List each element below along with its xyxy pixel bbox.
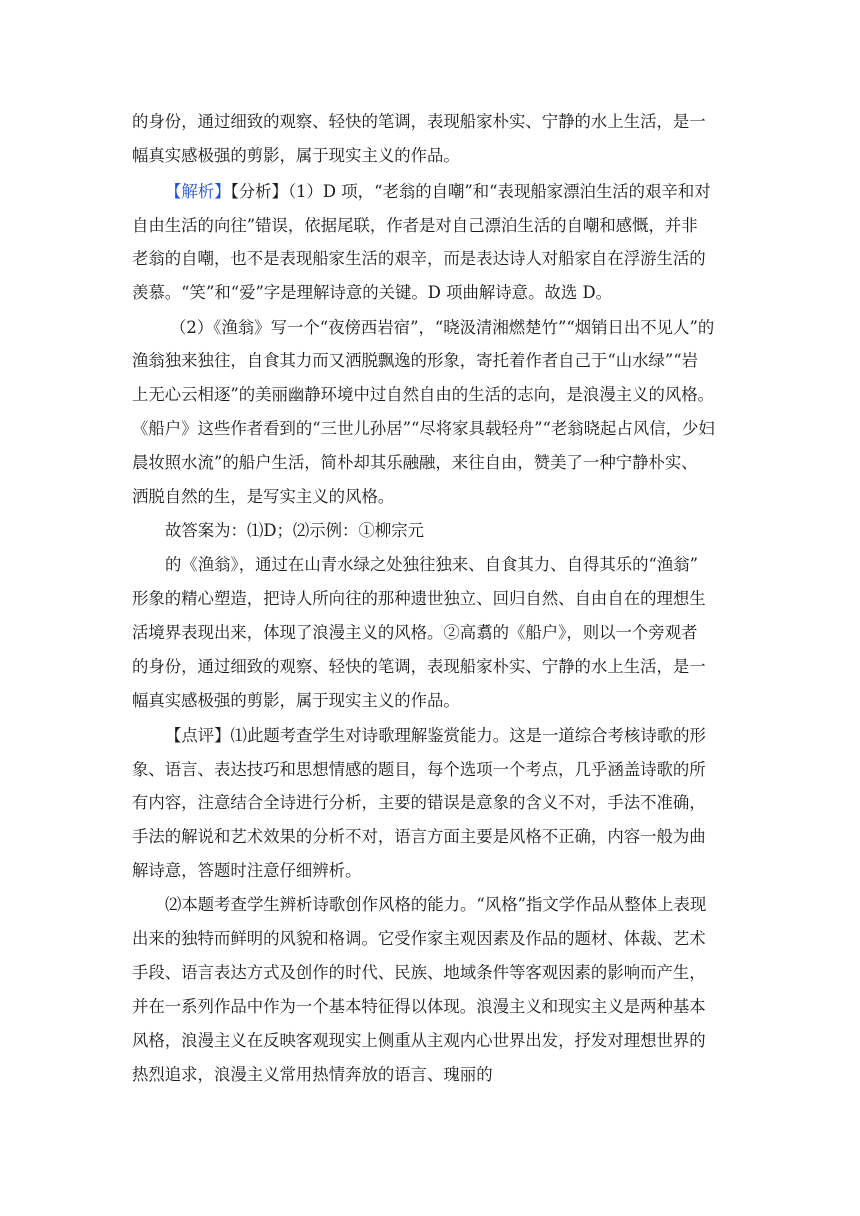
text-line: 洒脱自然的生，是写实主义的风格。 [132, 487, 395, 506]
text-line: 幅真实感极强的剪影，属于现实主义的作品。 [132, 691, 460, 710]
text-line: 上无心云相逐”的美丽幽静环境中过自然自由的生活的志向，是浪漫主义的风格。 [132, 385, 715, 404]
text-line: 自由生活的向往”错误，依据尾联，作者是对自己漂泊生活的自嘲和感慨，并非 [132, 216, 698, 235]
text-line: 的《渔翁》，通过在山青水绿之处独往独来、自食其力、自得其乐的“渔翁” [165, 555, 699, 574]
text-line: （2）《渔翁》写一个“夜傍西岩宿”，“晓汲清湘燃楚竹”“烟销日出不见人”的 [170, 318, 715, 337]
text-line: 幅真实感极强的剪影，属于现实主义的作品。 [132, 146, 460, 165]
text-line: 解诗意，答题时注意仔细辨析。 [132, 861, 362, 880]
text-line: 渔翁独来独往，自食其力而又洒脱飘逸的形象，寄托着作者自己于“山水绿”“岩 [132, 351, 699, 370]
text-line: 的身份，通过细致的观察、轻快的笔调，表现船家朴实、宁静的水上生活，是一 [132, 112, 706, 131]
text-line: ⑵本题考查学生辨析诗歌创作风格的能力。“风格”指文学作品从整体上表现 [165, 895, 707, 914]
text-line: 形象的精心塑造，把诗人所向往的那种遗世独立、回归自然、自由自在的理想生 [132, 589, 706, 608]
text-line: 老翁的自嘲，也不是表现船家生活的艰辛，而是表达诗人对船家自在浮游生活的 [132, 249, 706, 268]
comment-line: 【点评】⑴此题考查学生对诗歌理解鉴赏能力。这是一道综合考核诗歌的形 [165, 726, 706, 745]
text-line: 象、语言、表达技巧和思想情感的题目，每个选项一个考点，几乎涵盖诗歌的所 [132, 760, 706, 779]
text-line: 羡慕。“笑”和“爱”字是理解诗意的关键。D 项曲解诗意。故选 D。 [132, 283, 612, 302]
text-line: 手段、语言表达方式及创作的时代、民族、地域条件等客观因素的影响而产生， [132, 963, 706, 982]
jiexi-label: 【解析】 [165, 182, 231, 201]
text-line: 手法的解说和艺术效果的分析不对，语言方面主要是风格不正确，内容一般为曲 [132, 827, 706, 846]
text-line: 的身份，通过细致的观察、轻快的笔调，表现船家朴实、宁静的水上生活，是一 [132, 657, 706, 676]
analysis-line: 【解析】【分析】（1）D 项，“老翁的自嘲”和“表现船家漂泊生活的艰辛和对 [165, 182, 711, 201]
text-line: 热烈追求，浪漫主义常用热情奔放的语言、瑰丽的 [132, 1065, 493, 1084]
text-line: 出来的独特而鲜明的风貌和格调。它受作家主观因素及作品的题材、体裁、艺术 [132, 929, 706, 948]
text-line: 《船户》这些作者看到的“三世儿孙居”“尽将家具载轻舟”“老翁晓起占风信，少妇 [132, 419, 715, 438]
text-line: 活境界表现出来，体现了浪漫主义的风格。②高翥的《船户》，则以一个旁观者 [132, 623, 698, 642]
text-line: 风格，浪漫主义在反映客观现实上侧重从主观内心世界出发，抒发对理想世界的 [132, 1031, 706, 1050]
text-line: 晨妆照水流”的船户生活，简朴却其乐融融，来往自由，赞美了一种宁静朴实、 [132, 453, 698, 472]
text-line: 并在一系列作品中作为一个基本特征得以体现。浪漫主义和现实主义是两种基本 [132, 997, 706, 1016]
text-line: 有内容，注意结合全诗进行分析，主要的错误是意象的含义不对，手法不准确， [132, 793, 706, 812]
answer-line: 故答案为：⑴D；⑵示例：①柳宗元 [165, 521, 424, 540]
